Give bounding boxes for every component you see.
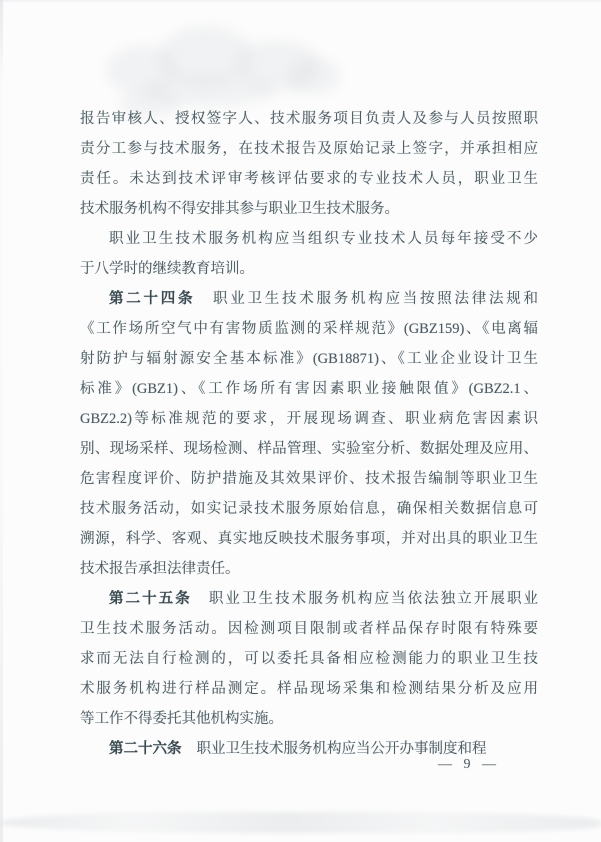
line-text: 于八学时的继续教育培训。 — [80, 261, 254, 277]
line-text: 技术服务机构不得安排其参与职业卫生技术服务。 — [80, 201, 399, 217]
text-line — [80, 644, 538, 674]
article-number: 第二十五条 — [109, 591, 192, 607]
line-text: 术服务机构进行样品测定。样品现场采集和检测结果分析及应用 — [80, 681, 538, 697]
text-line — [80, 164, 538, 194]
text-line — [80, 524, 538, 554]
text-line — [80, 134, 538, 164]
line-text: 技术服务活动，如实记录技术服务原始信息，确保相关数据信息可 — [80, 501, 538, 517]
text-line — [80, 284, 538, 314]
document-body — [80, 104, 538, 764]
line-text: 溯源，科学、客观、真实地反映技术服务事项，并对出具的职业卫生 — [80, 531, 538, 547]
line-text: 报告审核人、授权签字人、技术服务项目负责人及参与人员按照职 — [80, 111, 538, 127]
scan-edge-left — [0, 0, 3, 842]
text-line — [80, 104, 538, 134]
article-number: 第二十六条 — [109, 741, 182, 757]
text-line — [80, 584, 538, 614]
text-line — [80, 494, 538, 524]
text-line — [80, 254, 538, 284]
line-text: 职业卫生技术服务机构应当公开办事制度和程 — [196, 741, 487, 757]
scan-artifact-band — [0, 812, 601, 833]
text-line — [80, 614, 538, 644]
line-text: 别、现场采样、现场检测、样品管理、实验室分析、数据处理及应用、 — [80, 441, 538, 457]
line-text: 射防护与辐射源安全基本标准》(GB18871)、《工业企业设计卫生 — [80, 351, 538, 367]
text-line — [80, 674, 538, 704]
line-text: 职业卫生技术服务机构应当组织专业技术人员每年接受不少 — [109, 231, 538, 247]
text-line — [80, 314, 538, 344]
text-line — [80, 344, 538, 374]
text-line — [80, 554, 538, 584]
line-text: 标准》(GBZ1)、《工作场所有害因素职业接触限值》(GBZ2.1、 — [80, 381, 538, 397]
text-line — [80, 374, 538, 404]
line-text: 责任。未达到技术评审考核评估要求的专业技术人员，职业卫生 — [80, 171, 538, 187]
text-line — [80, 434, 538, 464]
text-line — [80, 464, 538, 494]
line-text: 危害程度评价、防护措施及其效果评价、技术报告编制等职业卫生 — [80, 471, 538, 487]
page-number: — 9 — — [438, 757, 497, 772]
line-text: 责分工参与技术服务，在技术报告及原始记录上签字，并承担相应 — [80, 141, 538, 157]
line-text: 技术报告承担法律责任。 — [80, 561, 240, 577]
line-text: 求而无法自行检测的，可以委托具备相应检测能力的职业卫生技 — [80, 651, 538, 667]
line-text: GBZ2.2)等标准规范的要求，开展现场调查、职业病危害因素识 — [80, 411, 538, 427]
text-line — [80, 194, 538, 224]
scan-edge-top — [0, 0, 601, 2]
line-text: 《工作场所空气中有害物质监测的采样规范》(GBZ159)、《电离辐 — [80, 321, 538, 337]
line-text: 等工作不得委托其他机构实施。 — [80, 711, 283, 727]
line-text: 职业卫生技术服务机构应当依法独立开展职业 — [206, 591, 539, 607]
text-line — [80, 224, 538, 254]
article-number: 第二十四条 — [109, 291, 196, 307]
text-line — [80, 704, 538, 734]
line-text: 卫生技术服务活动。因检测项目限制或者样品保存时限有特殊要 — [80, 621, 538, 637]
line-text: 职业卫生技术服务机构应当按照法律法规和 — [210, 291, 538, 307]
text-line — [80, 404, 538, 434]
